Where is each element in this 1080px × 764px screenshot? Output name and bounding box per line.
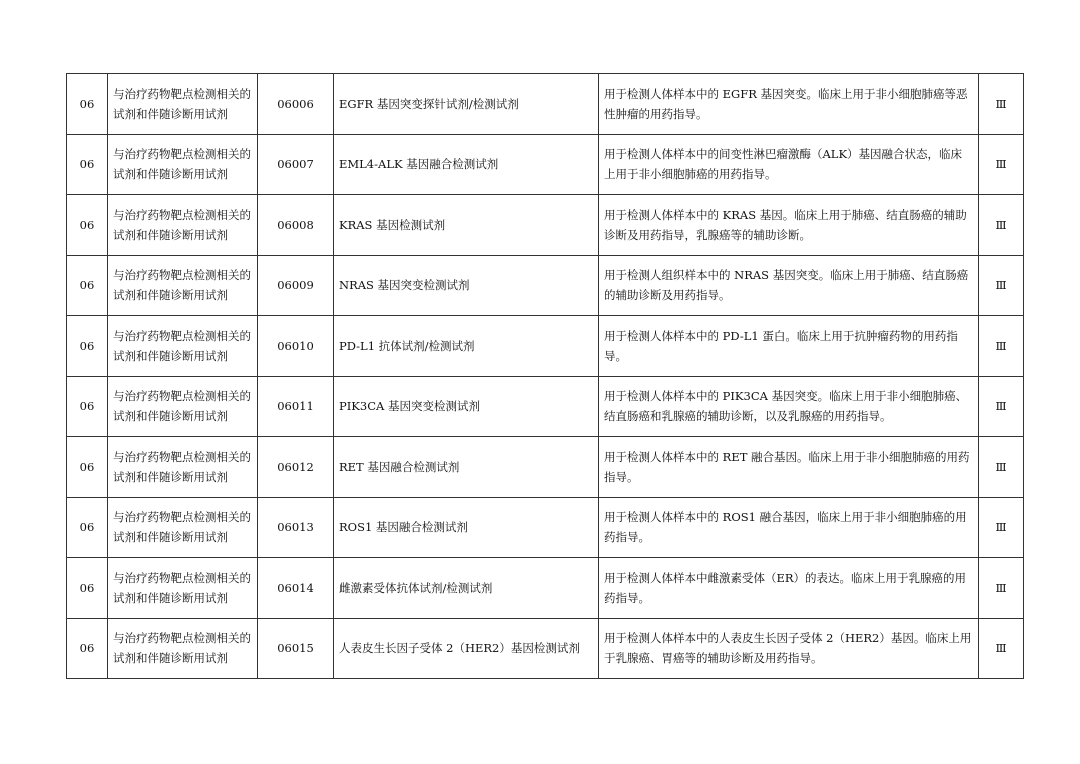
management-class-cell: Ⅲ bbox=[979, 134, 1024, 195]
table-row bbox=[67, 497, 1024, 558]
category-name-cell: 与治疗药物靶点检测相关的试剂和伴随诊断用试剂 bbox=[108, 316, 258, 377]
product-name-cell: EGFR 基因突变探针试剂/检测试剂 bbox=[334, 74, 599, 135]
catalog-table bbox=[66, 73, 1024, 679]
category-name-cell: 与治疗药物靶点检测相关的试剂和伴随诊断用试剂 bbox=[108, 618, 258, 679]
product-code-cell: 06008 bbox=[258, 195, 334, 256]
intended-use-cell: 用于检测人体样本中的人表皮生长因子受体 2（HER2）基因。临床上用于乳腺癌、胃癌等的辅助诊断及用药指导。 bbox=[599, 618, 979, 679]
category-number-cell: 06 bbox=[67, 134, 108, 195]
management-class-cell: Ⅲ bbox=[979, 497, 1024, 558]
category-name-cell: 与治疗药物靶点检测相关的试剂和伴随诊断用试剂 bbox=[108, 497, 258, 558]
category-name-cell: 与治疗药物靶点检测相关的试剂和伴随诊断用试剂 bbox=[108, 558, 258, 619]
catalog-table-body bbox=[67, 74, 1024, 679]
table-row bbox=[67, 376, 1024, 437]
management-class-cell: Ⅲ bbox=[979, 558, 1024, 619]
product-name-cell: RET 基因融合检测试剂 bbox=[334, 437, 599, 498]
category-number-cell: 06 bbox=[67, 618, 108, 679]
intended-use-cell: 用于检测人体样本中的 PIK3CA 基因突变。临床上用于非小细胞肺癌、结直肠癌和乳腺癌的辅助诊断，以及乳腺癌的用药指导。 bbox=[599, 376, 979, 437]
table-row bbox=[67, 255, 1024, 316]
category-name-cell: 与治疗药物靶点检测相关的试剂和伴随诊断用试剂 bbox=[108, 134, 258, 195]
table-row bbox=[67, 618, 1024, 679]
management-class-cell: Ⅲ bbox=[979, 316, 1024, 377]
product-name-cell: ROS1 基因融合检测试剂 bbox=[334, 497, 599, 558]
intended-use-cell: 用于检测人体样本中的 EGFR 基因突变。临床上用于非小细胞肺癌等恶性肿瘤的用药指导。 bbox=[599, 74, 979, 135]
product-name-cell: PIK3CA 基因突变检测试剂 bbox=[334, 376, 599, 437]
category-number-cell: 06 bbox=[67, 74, 108, 135]
intended-use-cell: 用于检测人组织样本中的 NRAS 基因突变。临床上用于肺癌、结直肠癌的辅助诊断及用药指导。 bbox=[599, 255, 979, 316]
table-row bbox=[67, 134, 1024, 195]
table-row bbox=[67, 437, 1024, 498]
product-name-cell: NRAS 基因突变检测试剂 bbox=[334, 255, 599, 316]
category-number-cell: 06 bbox=[67, 437, 108, 498]
category-name-cell: 与治疗药物靶点检测相关的试剂和伴随诊断用试剂 bbox=[108, 74, 258, 135]
category-name-cell: 与治疗药物靶点检测相关的试剂和伴随诊断用试剂 bbox=[108, 376, 258, 437]
product-name-cell: EML4-ALK 基因融合检测试剂 bbox=[334, 134, 599, 195]
management-class-cell: Ⅲ bbox=[979, 255, 1024, 316]
management-class-cell: Ⅲ bbox=[979, 74, 1024, 135]
management-class-cell: Ⅲ bbox=[979, 195, 1024, 256]
product-code-cell: 06012 bbox=[258, 437, 334, 498]
product-name-cell: 人表皮生长因子受体 2（HER2）基因检测试剂 bbox=[334, 618, 599, 679]
intended-use-cell: 用于检测人体样本中的 PD-L1 蛋白。临床上用于抗肿瘤药物的用药指导。 bbox=[599, 316, 979, 377]
table-row bbox=[67, 558, 1024, 619]
intended-use-cell: 用于检测人体样本中的 RET 融合基因。临床上用于非小细胞肺癌的用药指导。 bbox=[599, 437, 979, 498]
category-name-cell: 与治疗药物靶点检测相关的试剂和伴随诊断用试剂 bbox=[108, 255, 258, 316]
product-code-cell: 06007 bbox=[258, 134, 334, 195]
product-name-cell: PD-L1 抗体试剂/检测试剂 bbox=[334, 316, 599, 377]
management-class-cell: Ⅲ bbox=[979, 618, 1024, 679]
product-code-cell: 06013 bbox=[258, 497, 334, 558]
table-row bbox=[67, 74, 1024, 135]
product-code-cell: 06010 bbox=[258, 316, 334, 377]
category-number-cell: 06 bbox=[67, 316, 108, 377]
product-code-cell: 06009 bbox=[258, 255, 334, 316]
category-name-cell: 与治疗药物靶点检测相关的试剂和伴随诊断用试剂 bbox=[108, 437, 258, 498]
product-name-cell: 雌激素受体抗体试剂/检测试剂 bbox=[334, 558, 599, 619]
product-code-cell: 06014 bbox=[258, 558, 334, 619]
table-row bbox=[67, 195, 1024, 256]
category-number-cell: 06 bbox=[67, 195, 108, 256]
category-number-cell: 06 bbox=[67, 497, 108, 558]
category-number-cell: 06 bbox=[67, 558, 108, 619]
category-name-cell: 与治疗药物靶点检测相关的试剂和伴随诊断用试剂 bbox=[108, 195, 258, 256]
intended-use-cell: 用于检测人体样本中的 KRAS 基因。临床上用于肺癌、结直肠癌的辅助诊断及用药指导，乳腺癌等的辅助诊断。 bbox=[599, 195, 979, 256]
intended-use-cell: 用于检测人体样本中的 ROS1 融合基因，临床上用于非小细胞肺癌的用药指导。 bbox=[599, 497, 979, 558]
intended-use-cell: 用于检测人体样本中的间变性淋巴瘤激酶（ALK）基因融合状态，临床上用于非小细胞肺癌的用药指导。 bbox=[599, 134, 979, 195]
product-code-cell: 06015 bbox=[258, 618, 334, 679]
product-code-cell: 06011 bbox=[258, 376, 334, 437]
management-class-cell: Ⅲ bbox=[979, 376, 1024, 437]
intended-use-cell: 用于检测人体样本中雌激素受体（ER）的表达。临床上用于乳腺癌的用药指导。 bbox=[599, 558, 979, 619]
category-number-cell: 06 bbox=[67, 376, 108, 437]
product-name-cell: KRAS 基因检测试剂 bbox=[334, 195, 599, 256]
category-number-cell: 06 bbox=[67, 255, 108, 316]
management-class-cell: Ⅲ bbox=[979, 437, 1024, 498]
table-row bbox=[67, 316, 1024, 377]
product-code-cell: 06006 bbox=[258, 74, 334, 135]
